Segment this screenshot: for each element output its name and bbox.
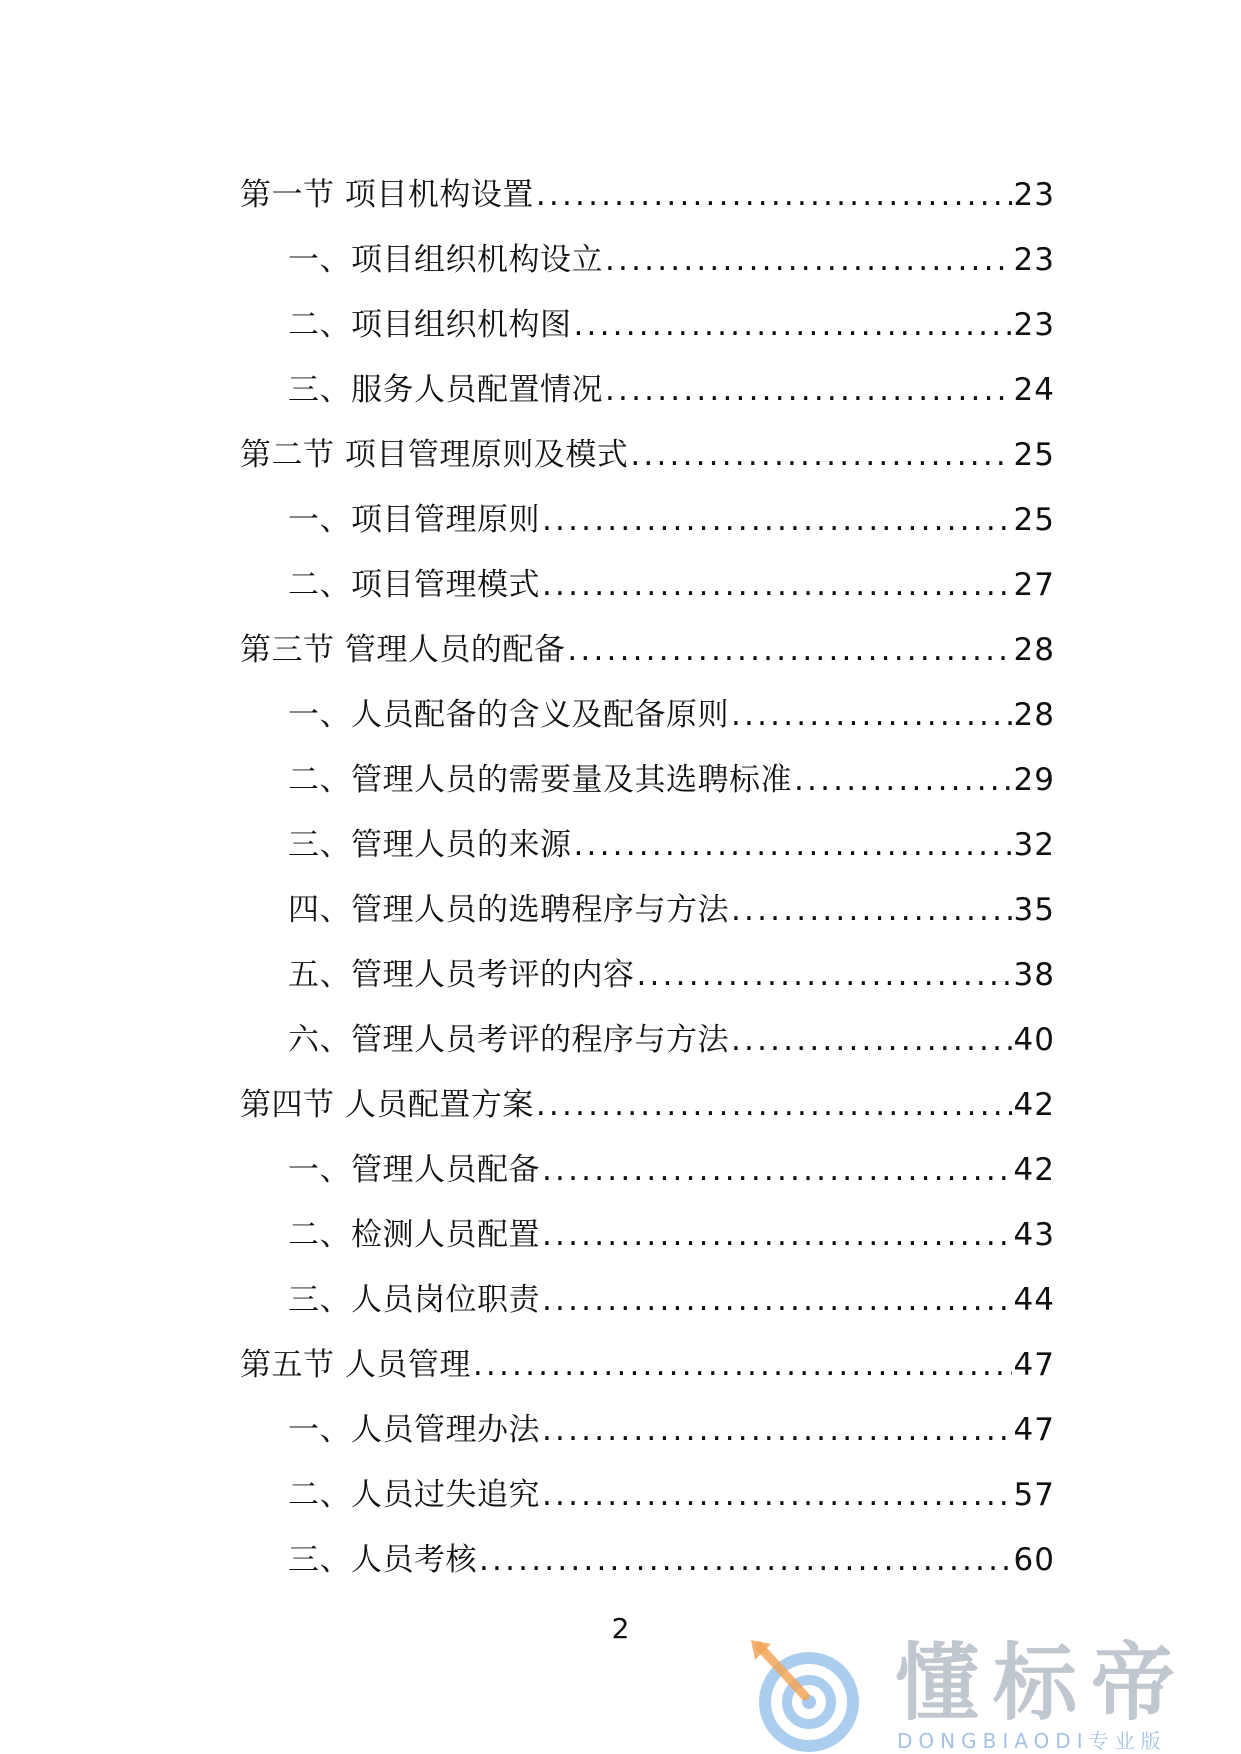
toc-entry[interactable]	[288, 815, 1055, 865]
toc-entry[interactable]	[288, 945, 1055, 995]
toc-entry[interactable]	[240, 1335, 1055, 1385]
toc-entry-page: 25	[1013, 437, 1055, 473]
target-arrow-icon	[745, 1636, 863, 1754]
toc-leader-dots	[605, 370, 1012, 410]
watermark-brand-text: 懂标帝	[895, 1634, 1190, 1732]
toc-entry-title: 二、人员过失追究	[288, 1477, 540, 1513]
toc-leader-dots	[542, 1410, 1012, 1450]
toc-entry-title: 五、管理人员考评的内容	[288, 957, 635, 993]
toc-entry-title: 第二节 项目管理原则及模式	[240, 437, 629, 473]
toc-entry-title: 三、人员考核	[288, 1542, 477, 1578]
toc-entry[interactable]	[288, 490, 1055, 540]
toc-entry-title: 一、项目组织机构设立	[288, 242, 603, 278]
toc-entry[interactable]	[240, 620, 1055, 670]
toc-entry-page: 57	[1013, 1477, 1055, 1513]
toc-leader-dots	[542, 1215, 1012, 1255]
toc-entry-page: 42	[1013, 1152, 1055, 1188]
toc-entry-title: 一、管理人员配备	[288, 1152, 540, 1188]
toc-entry-page: 47	[1013, 1347, 1055, 1383]
toc-entry-page: 28	[1013, 632, 1055, 668]
toc-entry-title: 一、人员配备的含义及配备原则	[288, 697, 729, 733]
toc-entry-page: 43	[1013, 1217, 1055, 1253]
toc-leader-dots	[542, 1475, 1012, 1515]
toc-leader-dots	[731, 890, 1012, 930]
toc-entry-title: 四、管理人员的选聘程序与方法	[288, 892, 729, 928]
toc-entry-title: 二、项目组织机构图	[288, 307, 572, 343]
toc-entry-title: 一、人员管理办法	[288, 1412, 540, 1448]
page-number: 2	[611, 1612, 630, 1645]
toc-entry[interactable]	[288, 880, 1055, 930]
toc-entry-page: 23	[1013, 307, 1055, 343]
toc-leader-dots	[731, 695, 1012, 735]
toc-entry-title: 三、人员岗位职责	[288, 1282, 540, 1318]
toc-entry-page: 28	[1013, 697, 1055, 733]
watermark-subtitle: DONGBIAODI专业版	[897, 1729, 1167, 1753]
toc-entry[interactable]	[240, 165, 1055, 215]
toc-entry[interactable]	[288, 1270, 1055, 1320]
toc-leader-dots	[542, 1280, 1012, 1320]
toc-entry[interactable]	[288, 1465, 1055, 1515]
toc-leader-dots	[630, 435, 1011, 475]
toc-entry-page: 29	[1013, 762, 1055, 798]
toc-entry-page: 47	[1013, 1412, 1055, 1448]
toc-entry-page: 24	[1013, 372, 1055, 408]
toc-leader-dots	[536, 1085, 1012, 1125]
toc-entry-title: 第一节 项目机构设置	[240, 177, 534, 213]
toc-leader-dots	[479, 1540, 1012, 1580]
toc-entry-title: 六、管理人员考评的程序与方法	[288, 1022, 729, 1058]
toc-entry[interactable]	[240, 1075, 1055, 1125]
toc-entry[interactable]	[288, 1400, 1055, 1450]
toc-entry[interactable]	[288, 1530, 1055, 1580]
toc-entry-page: 32	[1013, 827, 1055, 863]
toc-entry-page: 35	[1013, 892, 1055, 928]
toc-entry-title: 一、项目管理原则	[288, 502, 540, 538]
toc-leader-dots	[542, 500, 1012, 540]
toc-entry[interactable]	[288, 1010, 1055, 1060]
toc-entry-title: 二、管理人员的需要量及其选聘标准	[288, 762, 792, 798]
toc-leader-dots	[473, 1345, 1012, 1385]
toc-entry[interactable]	[288, 685, 1055, 735]
toc-entry-title: 三、服务人员配置情况	[288, 372, 603, 408]
toc-entry-title: 二、项目管理模式	[288, 567, 540, 603]
toc-entry[interactable]	[240, 425, 1055, 475]
toc-leader-dots	[574, 305, 1012, 345]
toc-entry-title: 二、检测人员配置	[288, 1217, 540, 1253]
toc-entry-page: 25	[1013, 502, 1055, 538]
toc-entry-page: 27	[1013, 567, 1055, 603]
toc-leader-dots	[731, 1020, 1012, 1060]
toc-entry[interactable]	[288, 750, 1055, 800]
toc-entry-page: 44	[1013, 1282, 1055, 1318]
toc-entry-page: 40	[1013, 1022, 1055, 1058]
toc-entry-title: 第三节 管理人员的配备	[240, 632, 566, 668]
toc-entry-title: 第四节 人员配置方案	[240, 1087, 534, 1123]
toc-leader-dots	[536, 175, 1012, 215]
toc-leader-dots	[637, 955, 1012, 995]
toc-leader-dots	[542, 1150, 1012, 1190]
brand-watermark	[745, 1636, 1215, 1754]
toc-entry-page: 42	[1013, 1087, 1055, 1123]
toc-entry-title: 三、管理人员的来源	[288, 827, 572, 863]
toc-leader-dots	[542, 565, 1012, 605]
toc-leader-dots	[605, 240, 1012, 280]
toc-entry[interactable]	[288, 1205, 1055, 1255]
toc-entry-page: 23	[1013, 177, 1055, 213]
toc-leader-dots	[794, 760, 1012, 800]
toc-entry[interactable]	[288, 295, 1055, 345]
toc-entry-page: 23	[1013, 242, 1055, 278]
toc-entry-page: 38	[1013, 957, 1055, 993]
toc-entry-title: 第五节 人员管理	[240, 1347, 471, 1383]
toc-entry[interactable]	[288, 360, 1055, 410]
toc-leader-dots	[567, 630, 1011, 670]
toc-entry[interactable]	[288, 555, 1055, 605]
toc-entry-page: 60	[1013, 1542, 1055, 1578]
toc-entry[interactable]	[288, 1140, 1055, 1190]
toc-entry[interactable]	[288, 230, 1055, 280]
toc-leader-dots	[574, 825, 1012, 865]
